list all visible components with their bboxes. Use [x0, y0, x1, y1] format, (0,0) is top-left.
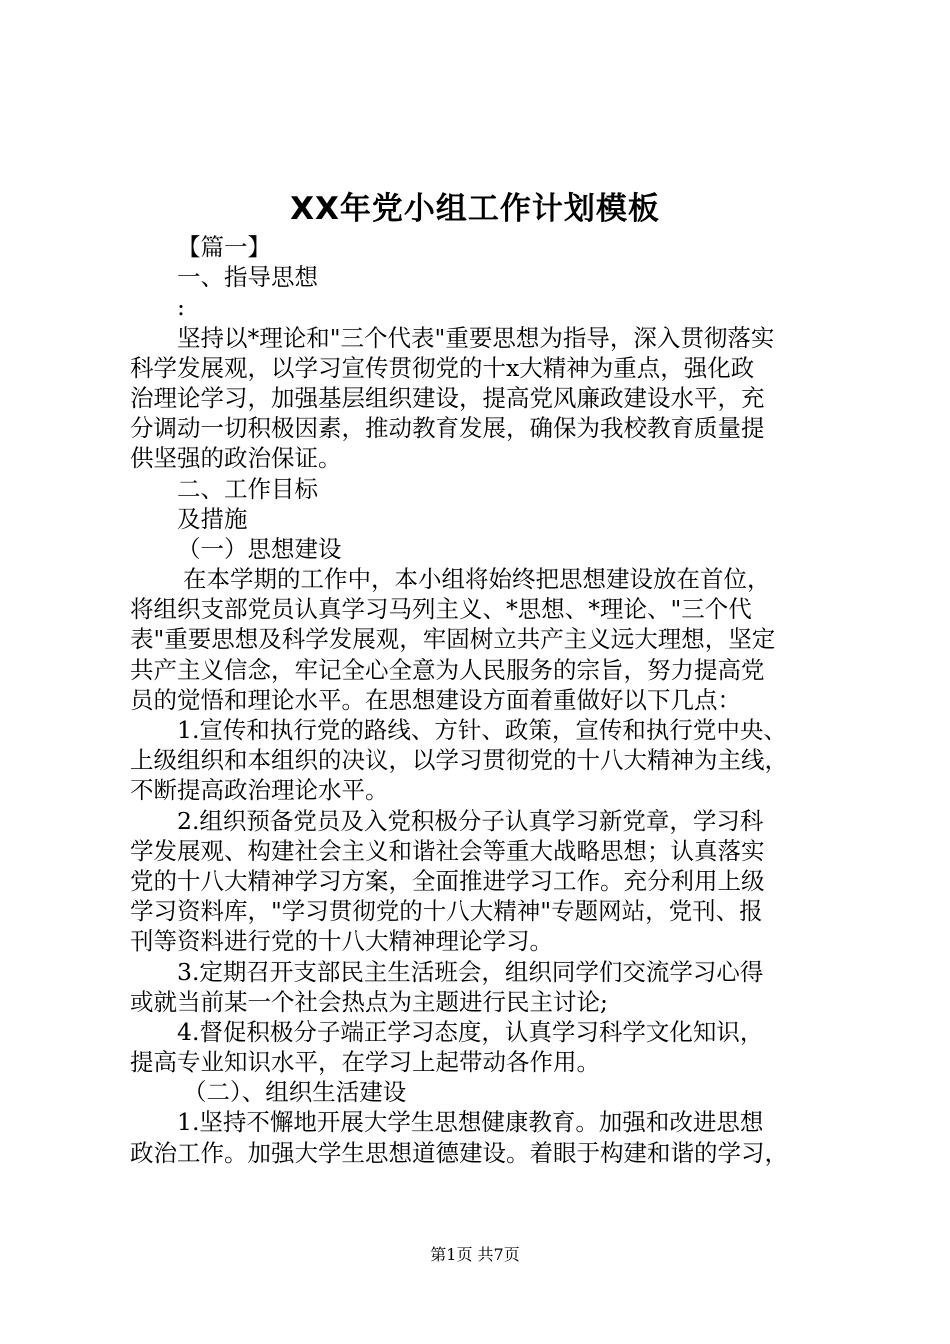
list-item-line: 学习资料库，"学习贯彻党的十八大精神"专题网站，党刊、报 — [130, 897, 763, 926]
heading-work-goals: 二、工作目标 — [177, 474, 318, 503]
list-item-line: 2.组织预备党员及入党积极分子认真学习新党章，学习科 — [177, 806, 764, 835]
page-number-footer: 第1页 共7页 — [430, 1245, 520, 1264]
subheading-organization: （二）、组织生活建设 — [183, 1078, 407, 1107]
list-item-line: 1.坚持不懈地开展大学生思想健康教育。加强和改进思想 — [177, 1108, 764, 1137]
heading-guiding-thought: 一、指导思想 — [177, 263, 318, 292]
list-item-line: 4.督促积极分子端正学习态度，认真学习科学文化知识， — [177, 1017, 764, 1046]
list-item-line: 刊等资料进行党的十八大精神理论学习。 — [130, 927, 553, 956]
text-line: : — [177, 293, 185, 322]
paragraph-line: 表"重要思想及科学发展观，牢固树立共产主义远大理想，坚定 — [130, 625, 776, 654]
paragraph-line: 将组织支部党员认真学习马列主义、*思想、*理论、"三个代 — [130, 595, 752, 624]
paragraph-line: 治理论学习，加强基层组织建设，提高党风廉政建设水平，充 — [130, 383, 765, 412]
list-item-line: 提高专业知识水平，在学习上起带动各作用。 — [130, 1048, 600, 1077]
paragraph-line: 科学发展观，以学习宣传贯彻党的十x大精神为重点，强化政 — [130, 353, 755, 382]
list-item-line: 3.定期召开支部民主生活班会，组织同学们交流学习心得 — [177, 957, 764, 986]
list-item-line: 党的十八大精神学习方案，全面推进学习工作。充分利用上级 — [130, 866, 765, 895]
list-item-line: 1.宣传和执行党的路线、方针、政策，宣传和执行党中央、 — [177, 716, 787, 744]
list-item-line: 上级组织和本组织的决议，以学习贯彻党的十八大精神为主线， — [130, 746, 788, 775]
list-item-line: 不断提高政治理论水平。 — [130, 776, 389, 805]
paragraph-line: 共产主义信念，牢记全心全意为人民服务的宗旨，努力提高党 — [130, 655, 765, 684]
heading-work-goals-cont: 及措施 — [177, 504, 248, 533]
paragraph-line: 供坚强的政治保证。 — [130, 444, 342, 473]
paragraph-line: 分调动一切积极因素，推动教育发展，确保为我校教育质量提 — [130, 414, 765, 443]
paragraph-line: 在本学期的工作中，本小组将始终把思想建设放在首位， — [183, 565, 771, 594]
list-item-line: 政治工作。加强大学生思想道德建设。着眼于构建和谐的学习， — [130, 1138, 788, 1167]
list-item-line: 学发展观、构建社会主义和谐社会等重大战略思想；认真落实 — [130, 836, 765, 865]
subheading-ideological: （一）思想建设 — [177, 534, 342, 563]
document-body — [130, 232, 835, 1168]
section-label: 【篇一】 — [177, 233, 271, 261]
paragraph-line: 坚持以*理论和"三个代表"重要思想为指导，深入贯彻落实 — [177, 323, 775, 352]
list-item-line: 或就当前某一个社会热点为主题进行民主讨论; — [130, 987, 608, 1016]
document-title: XX年党小组工作计划模板 — [290, 191, 660, 227]
paragraph-line: 员的觉悟和理论水平。在思想建设方面着重做好以下几点： — [130, 685, 741, 714]
